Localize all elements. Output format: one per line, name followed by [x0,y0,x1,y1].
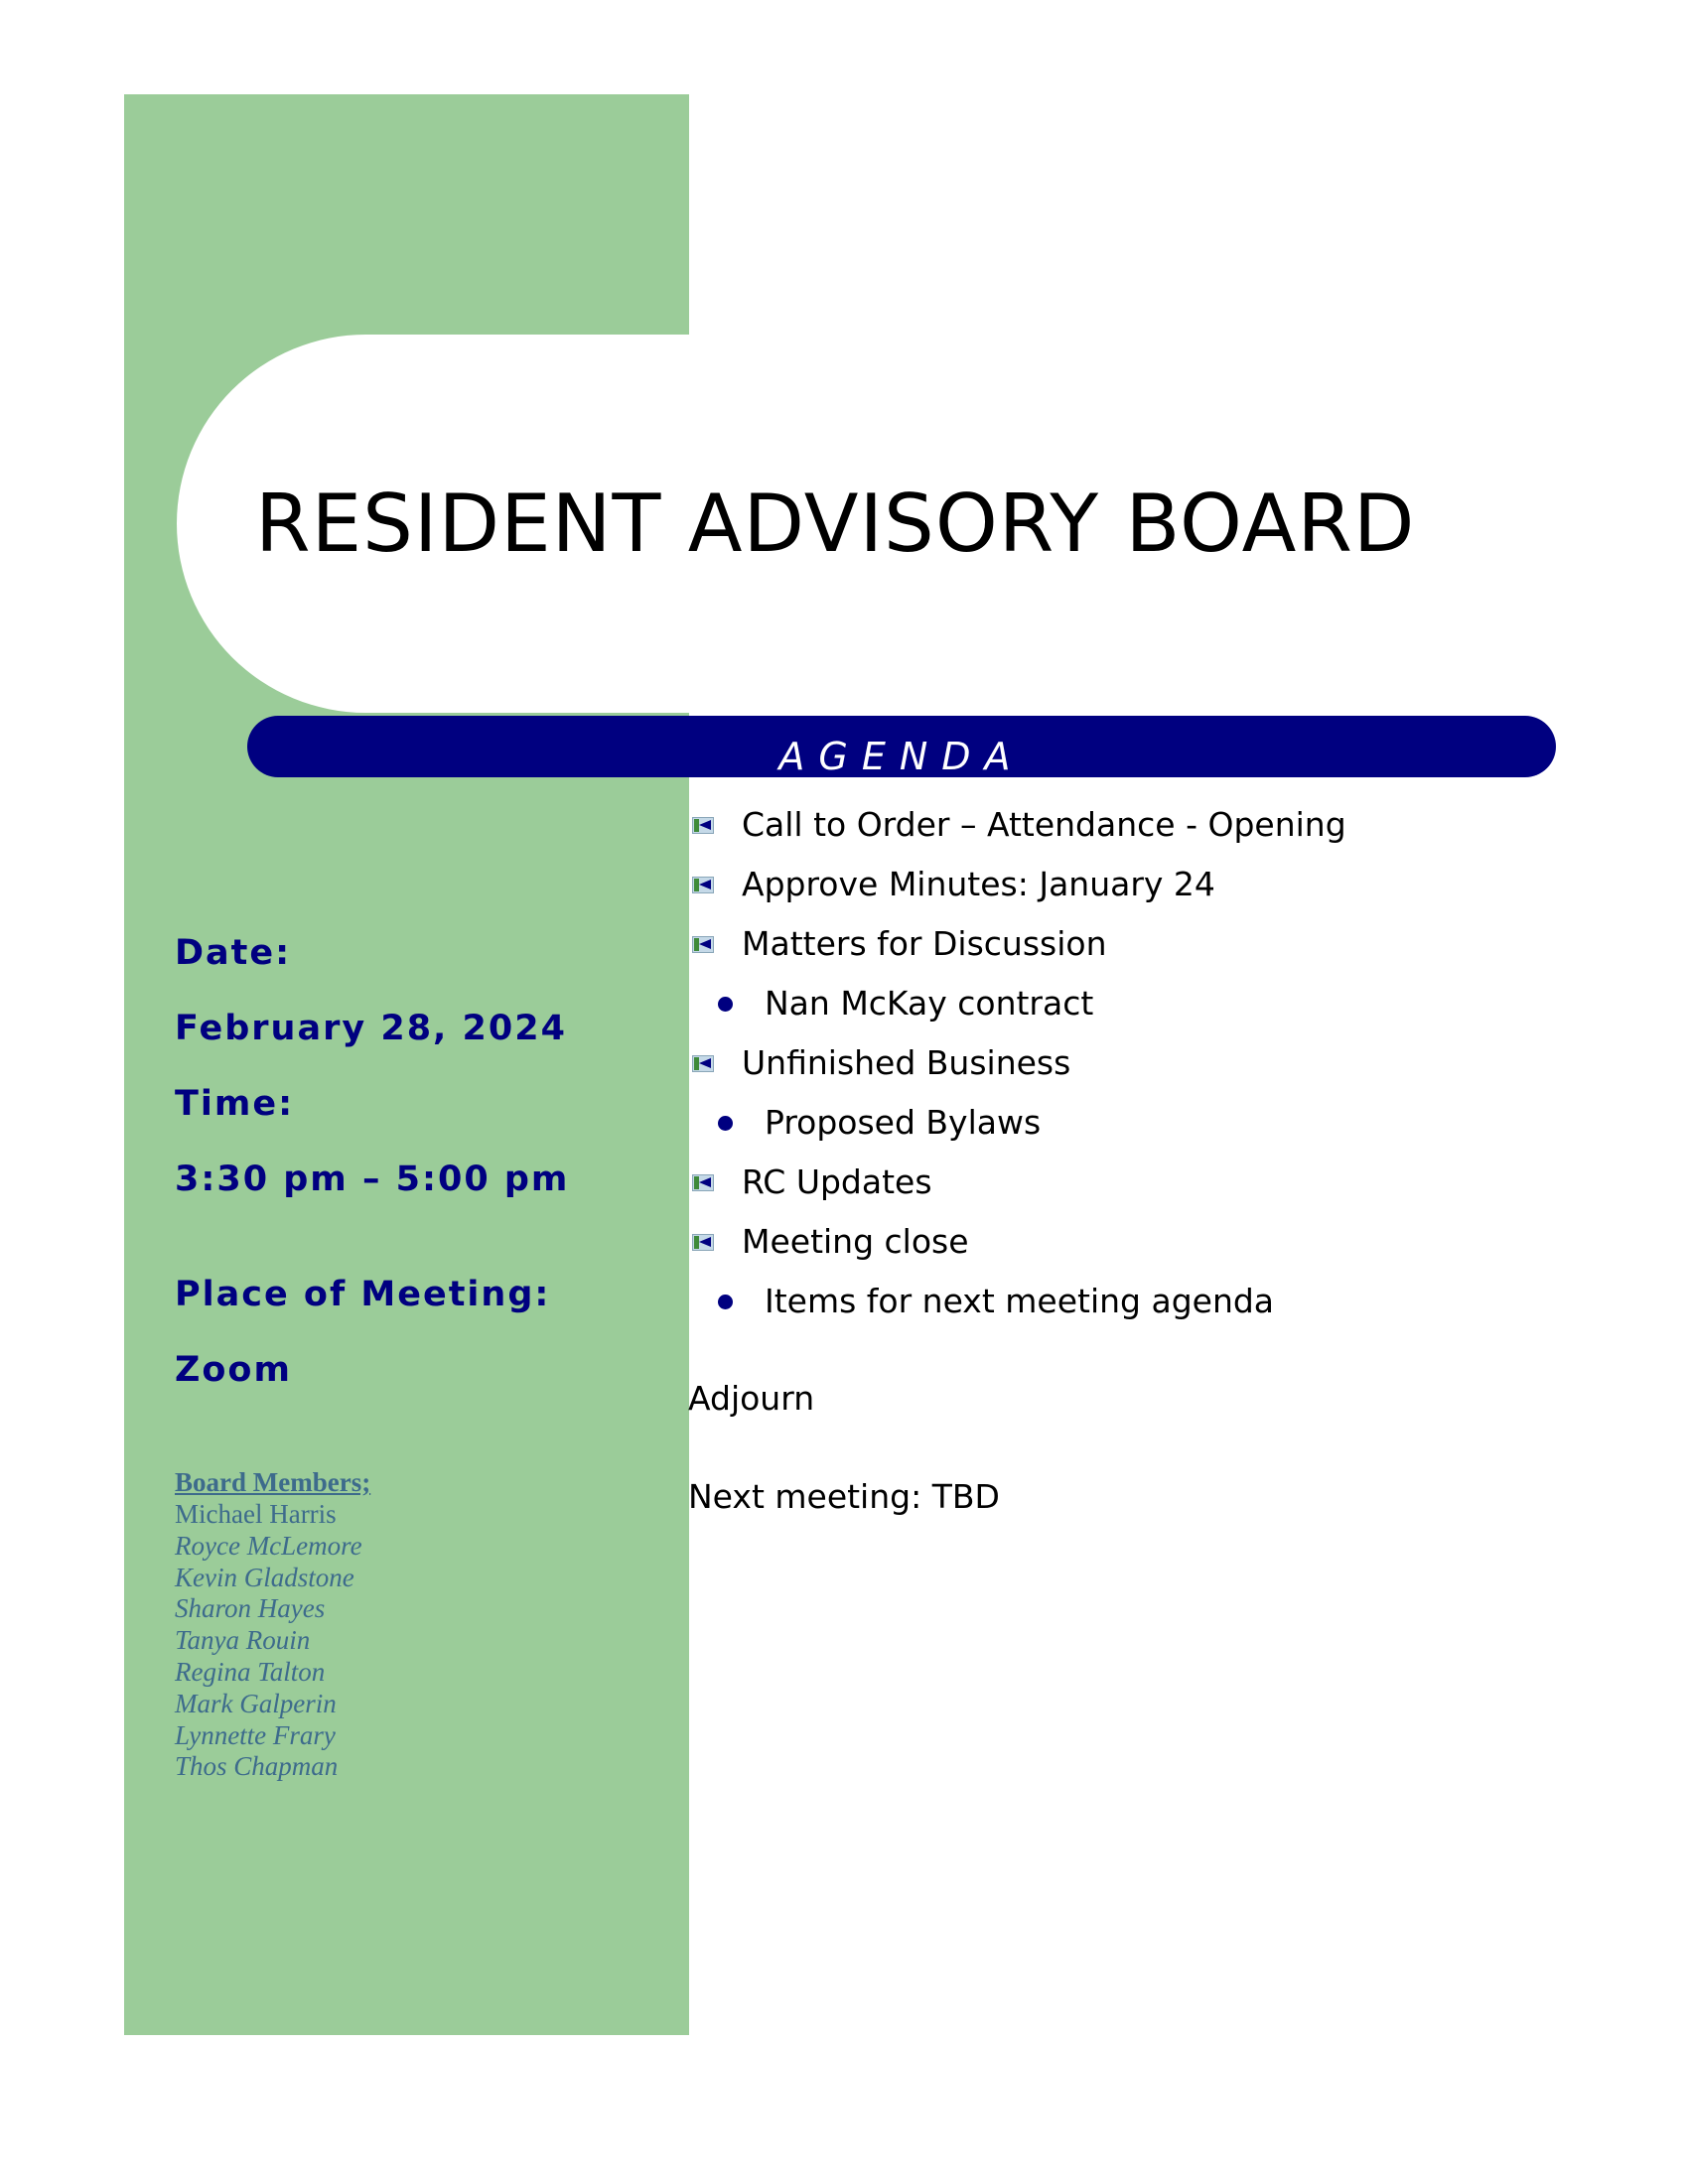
dot-bullet-icon [718,997,733,1012]
square-bullet-icon [692,1174,714,1191]
time-label: Time: [175,1084,295,1124]
board-members-heading: Board Members; [175,1467,371,1497]
agenda-item-label: Nan McKay contract [765,984,1094,1023]
square-bullet-icon [692,877,714,893]
board-member: Kevin Gladstone [175,1562,354,1592]
board-members-list [175,1499,362,1783]
date-value: February 28, 2024 [175,1009,567,1048]
board-member: Regina Talton [175,1656,326,1687]
agenda-item-label: Meeting close [742,1222,969,1261]
dot-bullet-icon [718,1116,733,1131]
board-member: Royce McLemore [175,1530,362,1561]
board-member: Thos Chapman [175,1751,339,1782]
next-meeting-text: Next meeting: TBD [688,1477,1000,1516]
agenda-banner [247,716,1556,777]
place-label: Place of Meeting: [175,1275,551,1314]
agenda-item-label: RC Updates [742,1162,932,1201]
place-value: Zoom [175,1350,292,1390]
agenda-item-label: Proposed Bylaws [765,1103,1042,1142]
board-member: Michael Harris [175,1499,337,1529]
board-member: Lynnette Frary [175,1719,336,1750]
dot-bullet-icon [718,1295,733,1309]
square-bullet-icon [692,1055,714,1072]
agenda-item-label: Call to Order – Attendance - Opening [742,805,1346,844]
adjourn-text: Adjourn [688,1379,815,1418]
agenda-heading: AGENDA [778,735,1025,778]
square-bullet-icon [692,1234,714,1251]
date-label: Date: [175,933,292,973]
time-value: 3:30 pm – 5:00 pm [175,1160,570,1199]
board-member: Tanya Rouin [175,1625,311,1656]
agenda-item-label: Approve Minutes: January 24 [742,865,1215,903]
square-bullet-icon [692,936,714,953]
page-title: RESIDENT ADVISORY BOARD [255,478,1416,570]
board-member: Mark Galperin [175,1688,337,1718]
square-bullet-icon [692,817,714,834]
agenda-item-label: Items for next meeting agenda [765,1282,1275,1320]
agenda-item-label: Unfinished Business [742,1043,1071,1082]
agenda-item-label: Matters for Discussion [742,924,1107,963]
board-member: Sharon Hayes [175,1593,326,1624]
